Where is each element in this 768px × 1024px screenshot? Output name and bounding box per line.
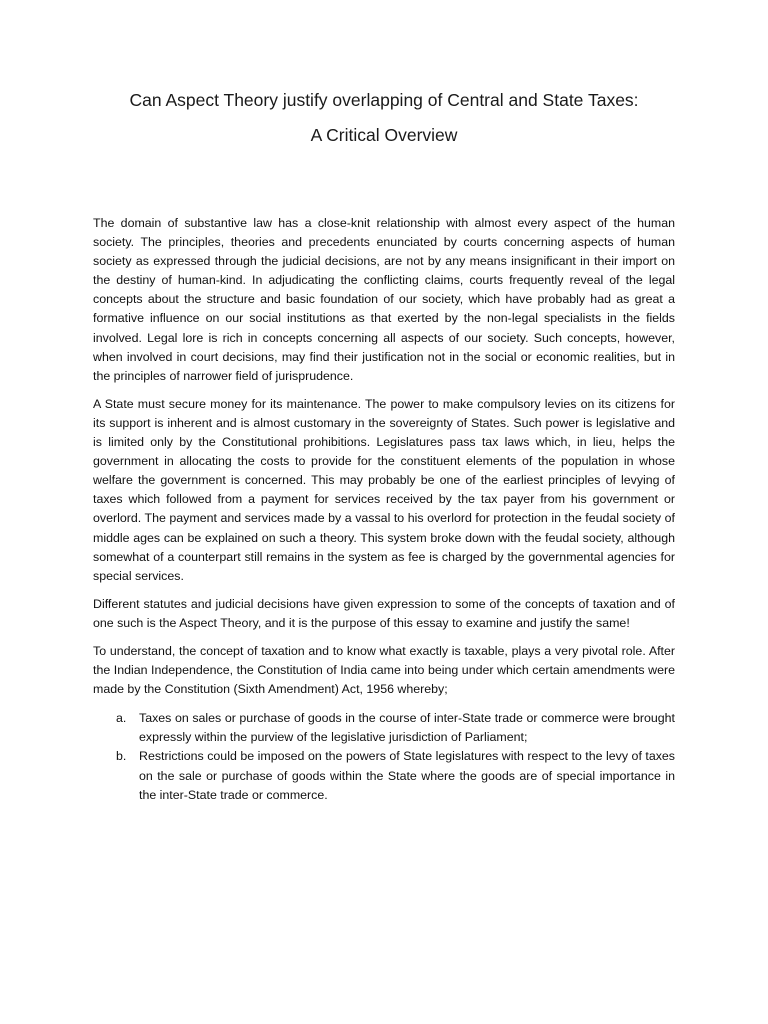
document-title-line-2: A Critical Overview bbox=[310, 125, 458, 145]
list-item-b bbox=[93, 747, 675, 804]
paragraph-3: Different statutes and judicial decisions have given expression to some of the concepts of taxation and of one such is the Aspect Theory, and it is the purpose of this essay to examine and justify the same! bbox=[93, 596, 675, 630]
document-body bbox=[93, 214, 675, 805]
list-item-text: Restrictions could be imposed on the powers of State legislatures with respect to the levy of taxes on the sale or purchase of goods within the State where the goods are of special importance in the inter-State trade or commerce. bbox=[139, 749, 675, 802]
list-marker: a. bbox=[116, 711, 127, 726]
list-item-text: Taxes on sales or purchase of goods in the course of inter-State trade or commerce were brought expressly within the purview of the legislative jurisdiction of Parliament; bbox=[139, 711, 675, 745]
paragraph-2: A State must secure money for its maintenance. The power to make compulsory levies on its citizens for its support is inherent and is almost customary in the sovereignty of States. Such power is legislative and is limited only by the Constitutional prohibitions. Legislatures pass tax laws which, in lieu, helps the government in allocating the costs to provide for the constituent elements of the population in whose welfare the government is concerned. This may probably be one of the earliest principles of levying of taxes which followed from a payment for services received by the tax payer from his government or overlord. The payment and services made by a vassal to his overlord for protection in the feudal society of middle ages can be explained on such a theory. This system broke down with the feudal society, although somewhat of a counterpart still remains in the system as fee is charged by the governmental agencies for special services. bbox=[93, 396, 675, 583]
paragraph-4: To understand, the concept of taxation and to know what exactly is taxable, plays a very pivotal role. After the Indian Independence, the Constitution of India came into being under which certain amendments were made by the Constitution (Sixth Amendment) Act, 1956 whereby; bbox=[93, 643, 675, 697]
list-marker: b. bbox=[116, 749, 127, 764]
document-title-line-1: Can Aspect Theory justify overlapping of Central and State Taxes: bbox=[129, 90, 639, 110]
amendment-list bbox=[93, 709, 675, 804]
paragraph-1: The domain of substantive law has a close-knit relationship with almost every aspect of the human society. The principles, theories and precedents enunciated by courts concerning aspects of human society as expressed through the judicial decisions, are not by any means insignificant in their import on the destiny of human-kind. In adjudicating the conflicting claims, courts frequently reveal of the legal concepts about the structure and basic foundation of our society, which have probably had as great a formative influence on our social institutions as that exerted by the non-legal specialists in the fields involved. Legal lore is rich in concepts concerning all aspects of our society. Such concepts, however, when involved in court decisions, may find their justification not in the social or economic realities, but in the principles of narrower field of jurisprudence. bbox=[93, 216, 675, 383]
list-item-a bbox=[93, 709, 675, 747]
